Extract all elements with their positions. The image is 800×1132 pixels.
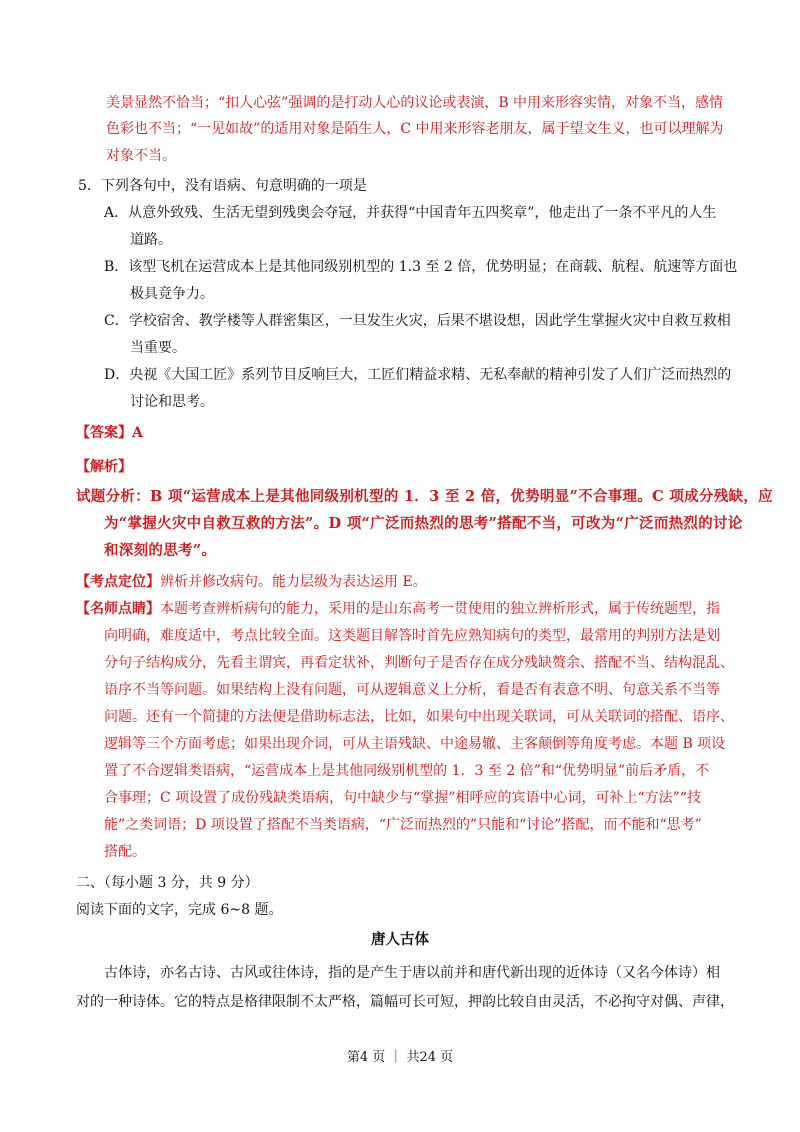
reading-instruction: 阅读下面的文字，完成 6~8 题。 — [76, 902, 283, 918]
mingshi-line-7: 置了不合逻辑类语病，“运营成本上是其他同级别机型的 1．3 至 2 倍”和“优势明显”前后矛盾，不 — [104, 763, 710, 779]
mingshi-first-line: 本题考查辨析病句的能力，采用的是山东高考一贯使用的独立辨析形式，属于传统题型，指 — [160, 601, 720, 617]
mingshi-line-2: 向明确，难度适中，考点比较全面。这类题目解答时首先应熟知病句的类型，最常用的判别方法是划 — [104, 628, 720, 644]
explanation-prev-line-1: 美景显然不恰当；“扣人心弦”强调的是打动人心的议论或表演，B 中用来形容实情，对象不当，感情 — [106, 95, 724, 111]
mingshi-line-9: 能”之类词语；D 项设置了搭配不当类语病，“广泛而热烈的”只能和“讨论”搭配，而不能和“思考” — [104, 817, 702, 833]
kaodian-text: 辨析并修改病句。能力层级为表达运用 E。 — [160, 574, 427, 590]
mingshi-line-3: 分句子结构成分，先看主谓宾，再看定状补，判断句子是否存在成分残缺赘余、搭配不当、结构混乱、 — [104, 655, 734, 671]
article-line-2: 对的一种诗体。它的特点是格律限制不太严格，篇幅可长可短，押韵比较自由灵活，不必拘守对偶、声律， — [76, 994, 734, 1010]
article-line-1: 古体诗，亦名古诗、古风或往体诗，指的是产生于唐以前并和唐代新出现的近体诗（又名今体诗）相 — [104, 965, 720, 981]
option-c-line-1: C．学校宿舍、教学楼等人群密集区，一旦发生火灾，后果不堪设想，因此学生掌握火灾中自救互救相 — [104, 313, 731, 329]
option-b-line-2: 极具竞争力。 — [130, 286, 214, 302]
mingshi-line-8: 合事理；C 项设置了成份残缺类语病，句中缺少与“掌握”相呼应的宾语中心词，可补上“方法”“技 — [104, 790, 701, 806]
option-d-line-2: 讨论和思考。 — [130, 394, 214, 410]
kaodian-label: 【考点定位】 — [76, 574, 160, 590]
mingshi-line-4: 语序不当等问题。如果结构上没有问题，可从逻辑意义上分析，看是否有表意不明、句意关系不当等 — [104, 682, 720, 698]
option-d-line-1: D．央视《大国工匠》系列节目反响巨大，工匠们精益求精、无私奉献的精神引发了人们广泛而热烈的 — [104, 367, 732, 383]
analysis-line-3: 和深刻的思考”。 — [104, 542, 217, 559]
explanation-prev-line-3: 对象不当。 — [106, 148, 176, 164]
article-title: 唐人古体 — [371, 931, 429, 948]
option-a-line-2: 道路。 — [130, 232, 172, 248]
mingshi-line-5: 问题。还有一个简捷的方法便是借助标志法，比如，如果句中出现关联词，可从关联词的搭配、语序、 — [104, 709, 734, 725]
option-a-line-1: A．从意外致残、生活无望到残奥会夺冠，并获得“中国青年五四奖章”，他走出了一条不平凡的人生 — [104, 205, 717, 221]
explanation-prev-line-2: 色彩也不当；“一见如故”的适用对象是陌生人，C 中用来形容老朋友，属于望文生义，也可以理解为 — [106, 121, 724, 137]
section-2-heading: 二、（每小题 3 分，共 9 分） — [76, 875, 259, 891]
answer-label: 【答案】A — [76, 425, 143, 441]
option-b-line-1: B．该型飞机在运营成本上是其他同级别机型的 1.3 至 2 倍，优势明显；在商载、航程、航速等方面也 — [104, 259, 738, 275]
mingshi-line-6: 逻辑等三个方面考虑；如果出现介词，可从主语残缺、中途易辙、主客颠倒等角度考虑。本题 B 项设 — [104, 736, 726, 752]
mingshi-row — [76, 600, 720, 618]
kaodian-row — [76, 573, 427, 591]
question-5-stem: 5．下列各句中，没有语病、句意明确的一项是 — [78, 178, 367, 194]
mingshi-line-10: 搭配。 — [104, 844, 146, 860]
analysis-label: 【解析】 — [76, 459, 132, 475]
analysis-line-1: 试题分析：B 项“运营成本上是其他同级别机型的 1．3 至 2 倍，优势明显”不合事理。C 项成分残缺，应 — [76, 488, 773, 505]
page-footer: 第4 页 ｜ 共24 页 — [346, 1050, 454, 1065]
mingshi-label: 【名师点睛】 — [76, 601, 160, 617]
analysis-line-2: 为“掌握火灾中自救互救的方法”。D 项“广泛而热烈的思考”搭配不当，可改为“广泛而热烈的讨论 — [104, 515, 743, 532]
option-c-line-2: 当重要。 — [130, 340, 186, 356]
